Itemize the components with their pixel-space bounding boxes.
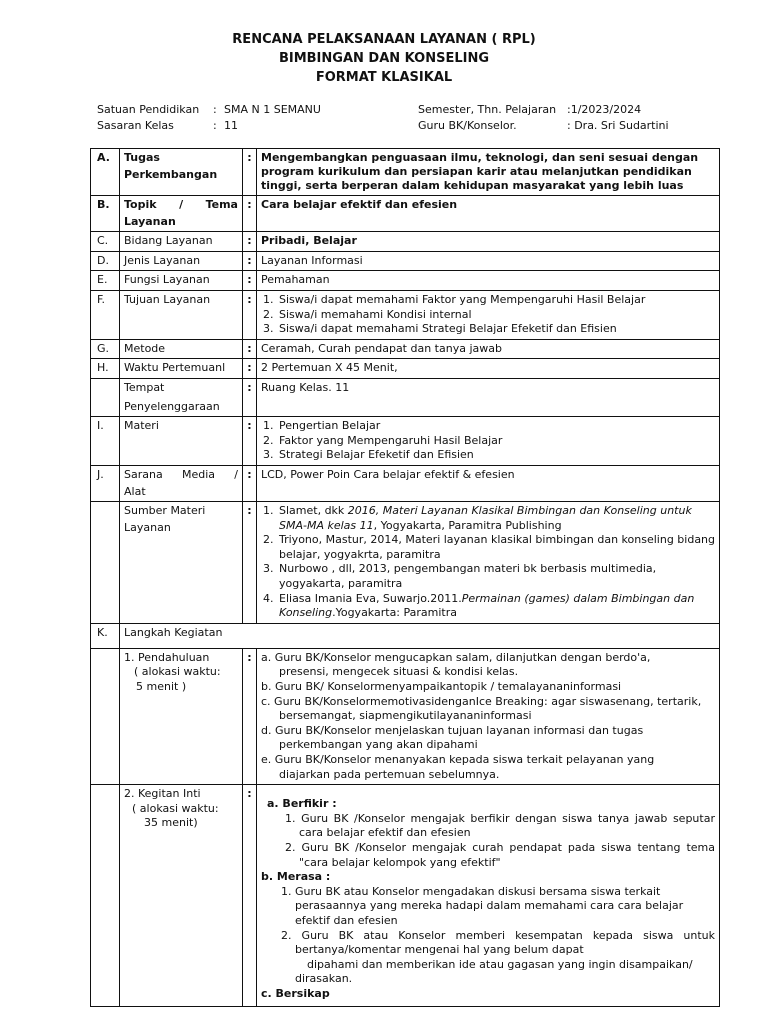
document-title: RENCANA PELAKSANAAN LAYANAN ( RPL) bbox=[232, 32, 536, 47]
row-label: Fungsi Layanan bbox=[120, 271, 243, 291]
row-code: I. bbox=[91, 417, 120, 466]
row-label-line: 1. Pendahuluan bbox=[124, 650, 210, 664]
source-text: Eliasa Imania Eva, Suwarjo.2011. bbox=[279, 591, 462, 605]
list-item bbox=[277, 592, 715, 621]
row-label: Tujuan Layanan bbox=[120, 290, 243, 339]
list-item: 1. Siswa/i dapat memahami Faktor yang Mempengaruhi Hasil Belajar bbox=[277, 293, 715, 308]
row-label-line: Sumber Materi bbox=[124, 504, 206, 518]
step-heading: b. Merasa : bbox=[261, 870, 331, 884]
row-f bbox=[91, 290, 720, 339]
row-label-line: Layanan bbox=[124, 214, 176, 228]
row-label: Langkah Kegiatan bbox=[120, 623, 720, 648]
row-code: C. bbox=[91, 232, 120, 252]
row-label-line bbox=[124, 198, 238, 213]
row-i bbox=[91, 417, 720, 466]
row-code: E. bbox=[91, 271, 120, 291]
step-heading: a. Berfikir : bbox=[267, 797, 337, 811]
row-h bbox=[91, 359, 720, 379]
row-g bbox=[91, 339, 720, 359]
step-line: c. Guru BK/KonselormemotivasidenganIce Breaking: agar siswasenang, tertarik, bbox=[261, 694, 702, 708]
step-line: 1. Guru BK /Konselor mengajak berfikir dengan siswa tanya jawab seputar cara belajar efektif dan efesien bbox=[285, 811, 715, 840]
row-value bbox=[257, 785, 720, 1007]
row-code: B. bbox=[91, 196, 120, 232]
row-code bbox=[91, 648, 120, 784]
list-item: 2. Faktor yang Mempengaruhi Hasil Belajar bbox=[277, 434, 715, 449]
step-heading: c. Bersikap bbox=[261, 986, 330, 1000]
row-a bbox=[91, 149, 720, 196]
row-label-line bbox=[124, 468, 238, 483]
row-label-line: ( alokasi waktu: bbox=[132, 801, 219, 815]
row-colon: : bbox=[243, 196, 257, 232]
row-label bbox=[120, 149, 243, 196]
list-item: 3. Nurbowo , dll, 2013, pengembangan materi bk berbasis multimedia, yogyakarta, paramitra bbox=[277, 562, 715, 591]
school-value: SMA N 1 SEMANU bbox=[224, 103, 321, 116]
row-label bbox=[120, 378, 243, 416]
row-label bbox=[120, 785, 243, 1007]
step-line: perkembangan yang akan dipahami bbox=[279, 738, 478, 752]
document-format: FORMAT KLASIKAL bbox=[315, 70, 453, 85]
row-d bbox=[91, 251, 720, 271]
row-value: LCD, Power Poin Cara belajar efektif & efesien bbox=[257, 465, 720, 501]
row-label bbox=[120, 196, 243, 232]
row-colon: : bbox=[243, 251, 257, 271]
row-label-line: Tempat bbox=[124, 380, 165, 394]
row-value: Layanan Informasi bbox=[257, 251, 720, 271]
row-k bbox=[91, 623, 720, 648]
row-b bbox=[91, 196, 720, 232]
row-code bbox=[91, 785, 120, 1007]
list-item: 2. Triyono, Mastur, 2014, Materi layanan klasikal bimbingan dan konseling bidang belajar, yogyakrta, paramitra bbox=[277, 533, 715, 562]
row-colon: : bbox=[243, 417, 257, 466]
row-value: 2 Pertemuan X 45 Menit, bbox=[257, 359, 720, 379]
label-word: / bbox=[234, 467, 238, 481]
step-line: presensi, mengecek situasi & kondisi kelas. bbox=[279, 665, 519, 679]
row-value: Ruang Kelas. 11 bbox=[257, 378, 720, 416]
school-label: Satuan Pendidikan bbox=[97, 103, 200, 116]
row-label bbox=[120, 648, 243, 784]
row-colon: : bbox=[243, 378, 257, 416]
semester-label: Semester, Thn. Pelajaran bbox=[418, 103, 557, 116]
row-label-line: Perkembangan bbox=[124, 167, 218, 181]
label-word: Sarana bbox=[124, 467, 163, 481]
row-value bbox=[257, 648, 720, 784]
row-label-line: Penyelenggaraan bbox=[124, 399, 220, 413]
row-colon: : bbox=[243, 648, 257, 784]
row-label-line: Alat bbox=[124, 484, 146, 498]
row-value: Pemahaman bbox=[257, 271, 720, 291]
step-line: dipahami dan memberikan ide atau gagasan yang ingin disampaikan/ bbox=[307, 957, 693, 971]
row-colon: : bbox=[243, 149, 257, 196]
row-label: Jenis Layanan bbox=[120, 251, 243, 271]
row-core bbox=[91, 785, 720, 1007]
list-item bbox=[277, 504, 715, 533]
class-value: 11 bbox=[224, 119, 238, 132]
school-colon: : bbox=[213, 103, 217, 116]
step-line: b. Guru BK/ Konselormenyampaikantopik / temalayananinformasi bbox=[261, 680, 622, 694]
row-label-line: Layanan bbox=[124, 520, 171, 534]
step-line: e. Guru BK/Konselor menanyakan kepada siswa terkait pelayanan yang bbox=[261, 753, 655, 766]
row-value bbox=[257, 290, 720, 339]
class-label: Sasaran Kelas bbox=[97, 119, 174, 132]
row-colon: : bbox=[243, 290, 257, 339]
row-label-line: 35 menit) bbox=[144, 816, 198, 830]
row-colon: : bbox=[243, 785, 257, 1007]
row-place bbox=[91, 378, 720, 416]
step-line: 1. Guru BK atau Konselor mengadakan diskusi bersama siswa terkait bbox=[281, 884, 661, 898]
row-code bbox=[91, 378, 120, 416]
row-colon: : bbox=[243, 465, 257, 501]
row-value: Mengembangkan penguasaan ilmu, teknologi, dan seni sesuai dengan program kurikulum dan persiapan karir atau melanjutkan pendidikan tinggi, serta berperan dalam kehidupan masyarakat yang lebih luas bbox=[257, 149, 720, 196]
row-code: K. bbox=[91, 623, 120, 648]
row-value: Cara belajar efektif dan efesien bbox=[257, 196, 720, 232]
row-code bbox=[91, 502, 120, 624]
source-title: Permainan (games) dalam Bimbingan dan Konseling bbox=[279, 591, 695, 620]
source-text: , Yogyakarta, Paramitra Publishing bbox=[373, 518, 562, 532]
row-label bbox=[120, 502, 243, 624]
label-word: Topik bbox=[124, 198, 157, 211]
list-item: 2. Siswa/i memahami Kondisi internal bbox=[277, 308, 715, 323]
row-j bbox=[91, 465, 720, 501]
row-colon: : bbox=[243, 502, 257, 624]
row-code: D. bbox=[91, 251, 120, 271]
row-value bbox=[257, 502, 720, 624]
row-code: H. bbox=[91, 359, 120, 379]
label-word: Tema bbox=[205, 198, 238, 211]
step-line: 2. Guru BK atau Konselor memberi kesempatan kepada siswa untuk bertanya/komentar mengenai hal yang belum dapat bbox=[281, 928, 715, 957]
step-line: dirasakan. bbox=[295, 972, 353, 986]
row-e bbox=[91, 271, 720, 291]
goal-list bbox=[261, 293, 715, 337]
step-line: bersemangat, siapmengikutilayananinformasi bbox=[279, 709, 532, 723]
row-code: G. bbox=[91, 339, 120, 359]
document-subtitle: BIMBINGAN DAN KONSELING bbox=[278, 51, 490, 66]
row-colon: : bbox=[243, 271, 257, 291]
plan-table bbox=[90, 148, 720, 1007]
row-intro bbox=[91, 648, 720, 784]
source-title: 2016, Materi Layanan Klasikal Bimbingan dan Konseling untuk SMA-MA kelas 11 bbox=[279, 504, 692, 532]
step-line: perasaannya yang mereka hadapi dalam memahami cara cara belajar bbox=[295, 899, 684, 913]
row-label-line: Tugas bbox=[124, 151, 160, 164]
row-code: F. bbox=[91, 290, 120, 339]
label-word: / bbox=[179, 198, 184, 211]
row-label bbox=[120, 465, 243, 501]
source-text: .Yogyakarta: Paramitra bbox=[332, 606, 457, 620]
row-code: J. bbox=[91, 465, 120, 501]
row-code: A. bbox=[91, 149, 120, 196]
material-list bbox=[261, 419, 715, 463]
row-label-line: 2. Kegitan Inti bbox=[124, 787, 201, 801]
row-value: Pribadi, Belajar bbox=[257, 232, 720, 252]
row-label-line: 5 menit ) bbox=[136, 680, 187, 694]
step-line: a. Guru BK/Konselor mengucapkan salam, dilanjutkan dengan berdo'a, bbox=[261, 650, 651, 664]
class-colon: : bbox=[213, 119, 217, 132]
teacher-label: Guru BK/Konselor. bbox=[418, 119, 517, 132]
semester-value: :1/2023/2024 bbox=[567, 103, 642, 116]
row-colon: : bbox=[243, 359, 257, 379]
list-item: 1. Pengertian Belajar bbox=[277, 419, 715, 434]
row-sources bbox=[91, 502, 720, 624]
list-item: 3. Siswa/i dapat memahami Strategi Belajar Efeketif dan Efisien bbox=[277, 322, 715, 337]
step-line: 2. Guru BK /Konselor mengajak curah pendapat pada siswa tentang tema "cara belajar kelompok yang efektif" bbox=[285, 840, 715, 869]
row-label: Materi bbox=[120, 417, 243, 466]
row-colon: : bbox=[243, 232, 257, 252]
row-c bbox=[91, 232, 720, 252]
list-item: 3. Strategi Belajar Efeketif dan Efisien bbox=[277, 448, 715, 463]
label-word: Media bbox=[181, 467, 216, 481]
step-line: d. Guru BK/Konselor menjelaskan tujuan layanan informasi dan tugas bbox=[261, 723, 644, 737]
row-value: Ceramah, Curah pendapat dan tanya jawab bbox=[257, 339, 720, 359]
row-label: Waktu Pertemuanl bbox=[120, 359, 243, 379]
step-line: efektif dan efesien bbox=[295, 913, 398, 927]
row-label: Metode bbox=[120, 339, 243, 359]
row-value bbox=[257, 417, 720, 466]
row-label-line: ( alokasi waktu: bbox=[134, 665, 221, 679]
teacher-value: : Dra. Sri Sudartini bbox=[567, 119, 669, 132]
source-text: Slamet, dkk bbox=[279, 504, 348, 518]
row-colon: : bbox=[243, 339, 257, 359]
step-line: diajarkan pada pertemuan sebelumnya. bbox=[279, 767, 500, 781]
source-list bbox=[261, 504, 715, 621]
row-label: Bidang Layanan bbox=[120, 232, 243, 252]
